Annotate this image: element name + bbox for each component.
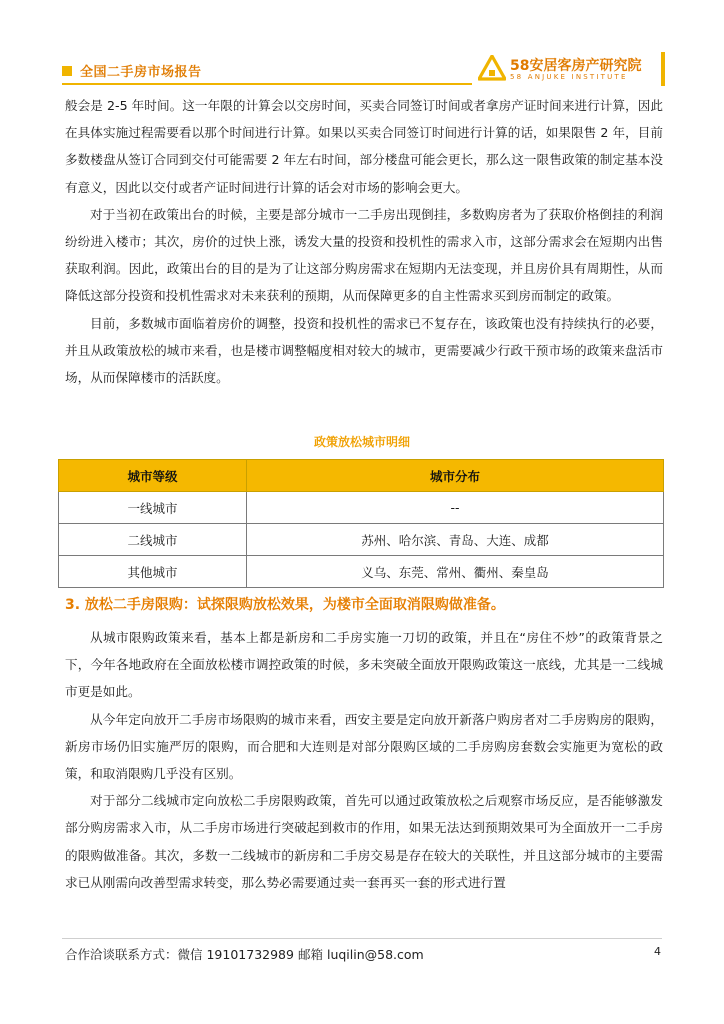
page-number: 4: [654, 945, 661, 958]
body-section-top: [65, 92, 663, 391]
city-list-cell: 义乌、东莞、常州、衢州、秦皇岛: [247, 556, 664, 588]
table-row: [59, 492, 664, 524]
column-header: 城市等级: [59, 460, 247, 492]
table-row: [59, 524, 664, 556]
table-caption: 政策放松城市明细: [313, 435, 410, 449]
footer-email: 邮箱 luqilin@58.com: [298, 947, 424, 962]
table-row: [59, 556, 664, 588]
footer-divider: [62, 938, 662, 939]
logo-bar: [661, 52, 665, 86]
city-tier-cell: 一线城市: [59, 492, 247, 524]
section-heading: 3. 放松二手房限购：试探限购放松效果，为楼市全面取消限购做准备。: [65, 597, 505, 613]
column-header: 城市分布: [247, 460, 664, 492]
paragraph: 从城市限购政策来看，基本上都是新房和二手房实施一刀切的政策，并且在“房住不炒”的政策背景之下，今年各地政府在全面放松楼市调控政策的时候，多未突破全面放开限购政策这一底线，尤其是一二线城市更是如此。: [65, 630, 663, 700]
policy-city-table: [58, 459, 664, 588]
header-square-icon: [62, 66, 72, 76]
paragraph: 对于部分二线城市定向放松二手房限购政策，首先可以通过政策放松之后观察市场反应，是否能够激发部分购房需求入市，从二手房市场进行突破起到救市的作用，如果无法达到预期效果可为全面放开一二手房的限购做准备。其次，多数一二线城市的新房和二手房交易是存在较大的关联性，并且这部分城市的主要需求已从刚需向改善型需求转变，那么势必需要通过卖一套再买一套的形式进行置: [65, 793, 663, 890]
institute-logo: [478, 52, 668, 86]
paragraph: 对于当初在政策出台的时候，主要是部分城市一二手房出现倒挂，多数购房者为了获取价格倒挂的利润纷纷进入楼市；其次，房价的过快上涨，诱发大量的投资和投机性的需求入市，这部分需求会在短期内出售获取利润。因此，政策出台的目的是为了让这部分购房需求在短期内无法变现，并且房价具有周期性，从而降低这部分投资和投机性需求对未来获利的预期，从而保障更多的自主性需求买到房而制定的政策。: [65, 206, 663, 304]
city-list-cell: --: [247, 492, 664, 524]
report-title: 全国二手房市场报告: [80, 65, 202, 80]
paragraph: 目前，多数城市面临着房价的调整，投资和投机性的需求已不复存在，该政策也没有持续执行的必要，并且从政策放松的城市来看，也是楼市调整幅度相对较大的城市，更需要减少行政干预市场的政策来盘活市场，从而保障楼市的活跃度。: [65, 315, 663, 386]
city-list-cell: 苏州、哈尔滨、青岛、大连、成都: [247, 524, 664, 556]
page-header: [0, 0, 724, 92]
paragraph: 从今年定向放开二手房市场限购的城市来看，西安主要是定向放开新落户购房者对二手房购房的限购，新房市场仍旧实施严厉的限购，而合肥和大连则是对部分限购区域的二手房购房套数会实施更为宽松的政策，和取消限购几乎没有区别。: [65, 711, 663, 782]
footer-contact: 合作洽谈联系方式：微信 19101732989: [65, 947, 294, 962]
header-divider: [62, 83, 472, 85]
paragraph: 般会是 2-5 年时间。这一年限的计算会以交房时间，买卖合同签订时间或者拿房产证时间来进行计算，因此在具体实施过程需要看以那个时间进行计算。如果以买卖合同签订时间进行计算的话，如果限售 2 年，目前多数楼盘从签订合同到交付可能需要 2 年左右时间，部分楼盘可能会更长，那么这一限售政策的制定基本没有意义，因此以交付或者产证时间进行计算的话会对市场的影响会更大。: [65, 98, 663, 195]
house-logo-icon: [478, 55, 506, 81]
logo-subtitle: 58 ANJUKE INSTITUTE: [510, 73, 628, 81]
city-tier-cell: 二线城市: [59, 524, 247, 556]
logo-text: 58安居客房产研究院: [510, 58, 642, 74]
city-tier-cell: 其他城市: [59, 556, 247, 588]
body-section-bottom: [65, 624, 663, 896]
table-header-row: [59, 460, 664, 492]
